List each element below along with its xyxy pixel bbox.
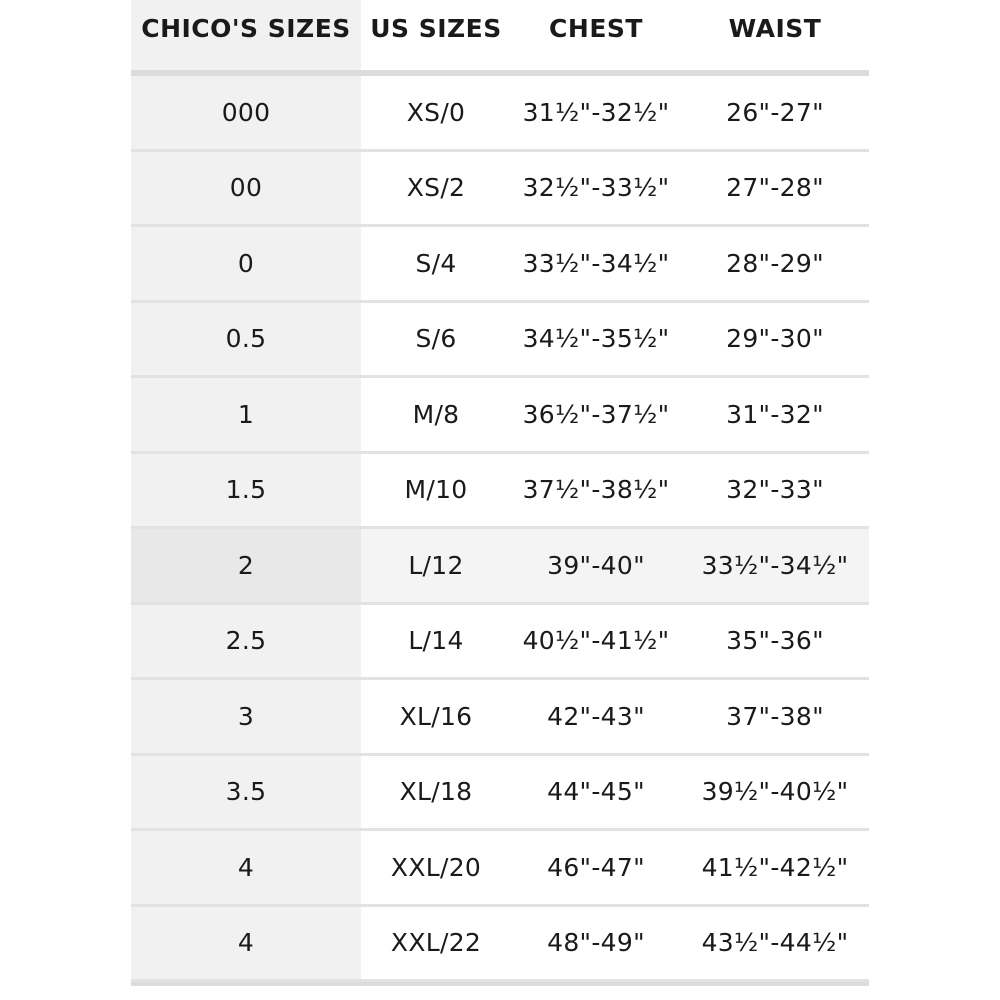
header-waist: WAIST bbox=[728, 13, 822, 43]
cell-chicos-size: 4 bbox=[131, 907, 361, 980]
table-row-highlighted bbox=[131, 529, 869, 605]
cell-us-size: XXL/22 bbox=[390, 928, 482, 958]
cell-waist: 33½"-34½" bbox=[701, 550, 849, 580]
cell-waist: 35"-36" bbox=[726, 626, 824, 656]
cell-us-size: XXL/20 bbox=[390, 852, 482, 882]
cell-waist: 26"-27" bbox=[726, 97, 824, 127]
cell-us-size: L/12 bbox=[408, 550, 464, 580]
cell-chest: 44"-45" bbox=[547, 777, 645, 807]
cell-waist: 39½"-40½" bbox=[701, 777, 849, 807]
table-row bbox=[131, 680, 869, 756]
cell-waist: 28"-29" bbox=[726, 248, 824, 278]
cell-chicos-size: 0.5 bbox=[131, 303, 361, 376]
cell-waist: 43½"-44½" bbox=[701, 928, 849, 958]
cell-us-size: XL/16 bbox=[399, 701, 473, 731]
cell-chest: 46"-47" bbox=[547, 852, 645, 882]
table-row bbox=[131, 605, 869, 681]
header-chicos-sizes: CHICO'S SIZES bbox=[131, 0, 361, 70]
size-chart-table bbox=[131, 0, 869, 986]
cell-us-size: S/6 bbox=[415, 324, 457, 354]
table-row bbox=[131, 831, 869, 907]
cell-chest: 33½"-34½" bbox=[522, 248, 670, 278]
table-row bbox=[131, 907, 869, 983]
cell-chest: 36½"-37½" bbox=[522, 399, 670, 429]
cell-chicos-size: 2 bbox=[131, 529, 361, 602]
cell-waist: 31"-32" bbox=[726, 399, 824, 429]
cell-chest: 32½"-33½" bbox=[522, 173, 670, 203]
header-us-sizes: US SIZES bbox=[370, 13, 502, 43]
cell-waist: 32"-33" bbox=[726, 475, 824, 505]
cell-chicos-size: 4 bbox=[131, 831, 361, 904]
cell-chicos-size: 000 bbox=[131, 76, 361, 149]
cell-us-size: XL/18 bbox=[399, 777, 473, 807]
cell-chicos-size: 2.5 bbox=[131, 605, 361, 678]
cell-us-size: XS/2 bbox=[406, 173, 466, 203]
cell-chicos-size: 3 bbox=[131, 680, 361, 753]
cell-chicos-size: 3.5 bbox=[131, 756, 361, 829]
table-row bbox=[131, 454, 869, 530]
cell-chest: 37½"-38½" bbox=[522, 475, 670, 505]
cell-chest: 48"-49" bbox=[547, 928, 645, 958]
cell-waist: 41½"-42½" bbox=[701, 852, 849, 882]
table-header-row bbox=[131, 0, 869, 76]
cell-us-size: M/10 bbox=[404, 475, 468, 505]
cell-chest: 39"-40" bbox=[547, 550, 645, 580]
cell-chicos-size: 00 bbox=[131, 152, 361, 225]
table-row bbox=[131, 76, 869, 152]
cell-chest: 40½"-41½" bbox=[522, 626, 670, 656]
cell-waist: 27"-28" bbox=[726, 173, 824, 203]
cell-waist: 29"-30" bbox=[726, 324, 824, 354]
cell-chest: 31½"-32½" bbox=[522, 97, 670, 127]
table-row bbox=[131, 227, 869, 303]
table-row bbox=[131, 756, 869, 832]
cell-us-size: XS/0 bbox=[406, 97, 466, 127]
table-row bbox=[131, 152, 869, 228]
cell-waist: 37"-38" bbox=[726, 701, 824, 731]
cell-us-size: S/4 bbox=[415, 248, 457, 278]
table-bottom-border bbox=[131, 982, 869, 986]
cell-chicos-size: 1 bbox=[131, 378, 361, 451]
header-chest: CHEST bbox=[549, 13, 643, 43]
cell-chicos-size: 1.5 bbox=[131, 454, 361, 527]
cell-chest: 34½"-35½" bbox=[522, 324, 670, 354]
cell-chest: 42"-43" bbox=[547, 701, 645, 731]
cell-us-size: M/8 bbox=[412, 399, 460, 429]
cell-us-size: L/14 bbox=[408, 626, 464, 656]
table-row bbox=[131, 303, 869, 379]
cell-chicos-size: 0 bbox=[131, 227, 361, 300]
table-row bbox=[131, 378, 869, 454]
